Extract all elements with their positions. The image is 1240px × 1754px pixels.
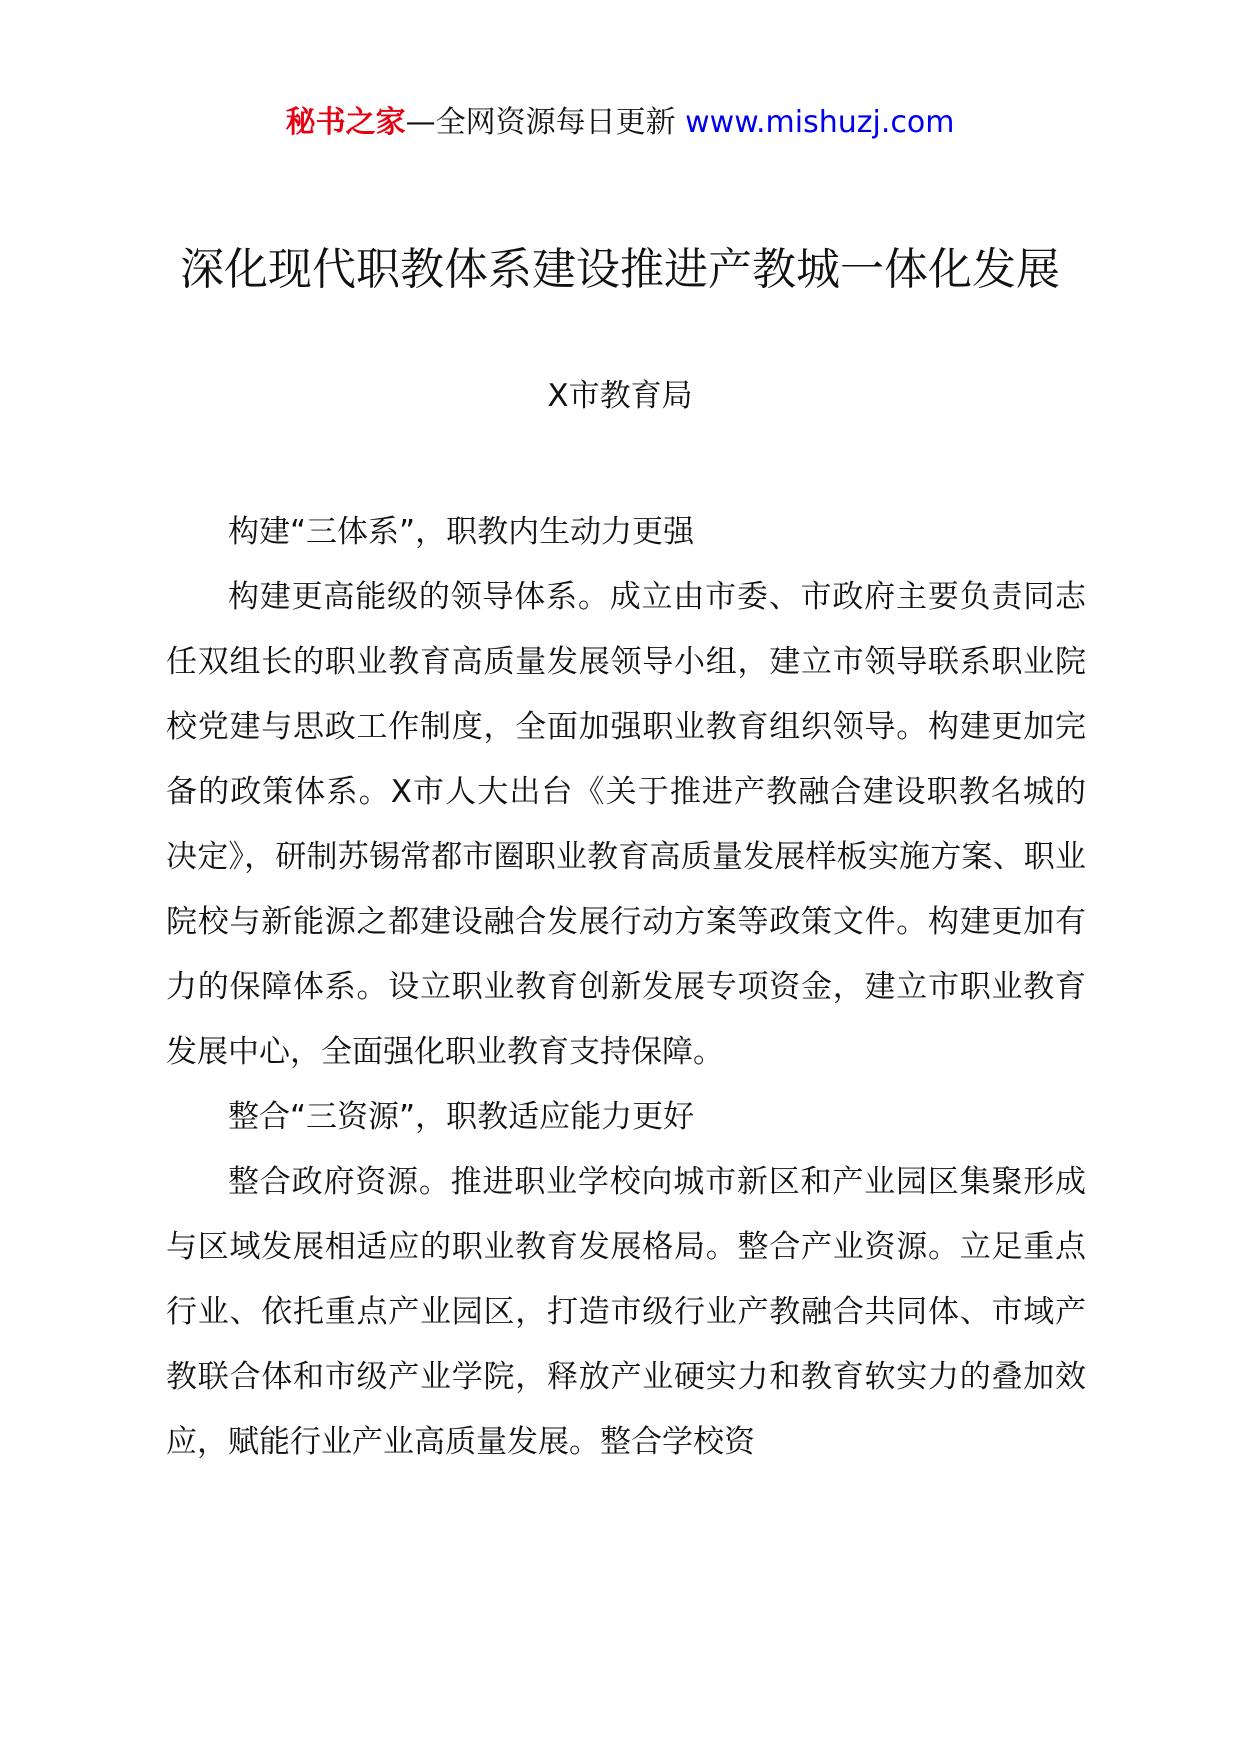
site-url-link[interactable]: www.mishuzj.com (685, 105, 955, 140)
document-body (166, 500, 1086, 1475)
body-paragraph: 整合政府资源。推进职业学校向城市新区和产业园区集聚形成与区域发展相适应的职业教育发展格局。整合产业资源。立足重点行业、依托重点产业园区，打造市级行业产教融合共同体、市域产教联合体和市级产业学院，释放产业硬实力和教育软实力的叠加效应，赋能行业产业高质量发展。整合学校资 (166, 1164, 1086, 1460)
section-heading: 构建“三体系”，职教内生动力更强 (228, 514, 695, 550)
body-paragraph: 构建更高能级的领导体系。成立由市委、市政府主要负责同志任双组长的职业教育高质量发展领导小组，建立市领导联系职业院校党建与思政工作制度，全面加强职业教育组织领导。构建更加完备的政策体系。X市人大出台《关于推进产教融合建设职教名城的决定》，研制苏锡常都市圈职业教育高质量发展样板实施方案、职业院校与新能源之都建设融合发展行动方案等政策文件。构建更加有力的保障体系。设立职业教育创新发展专项资金，建立市职业教育发展中心，全面强化职业教育支持保障。 (166, 579, 1086, 1070)
site-brand: 秘书之家 (285, 105, 406, 140)
site-header (0, 100, 1240, 146)
document-title: 深化现代职教体系建设推进产教城一体化发展 (180, 244, 1060, 295)
section-heading: 整合“三资源”，职教适应能力更好 (228, 1099, 695, 1135)
site-slogan: —全网资源每日更新 (405, 105, 676, 140)
document-author: X市教育局 (547, 378, 693, 414)
